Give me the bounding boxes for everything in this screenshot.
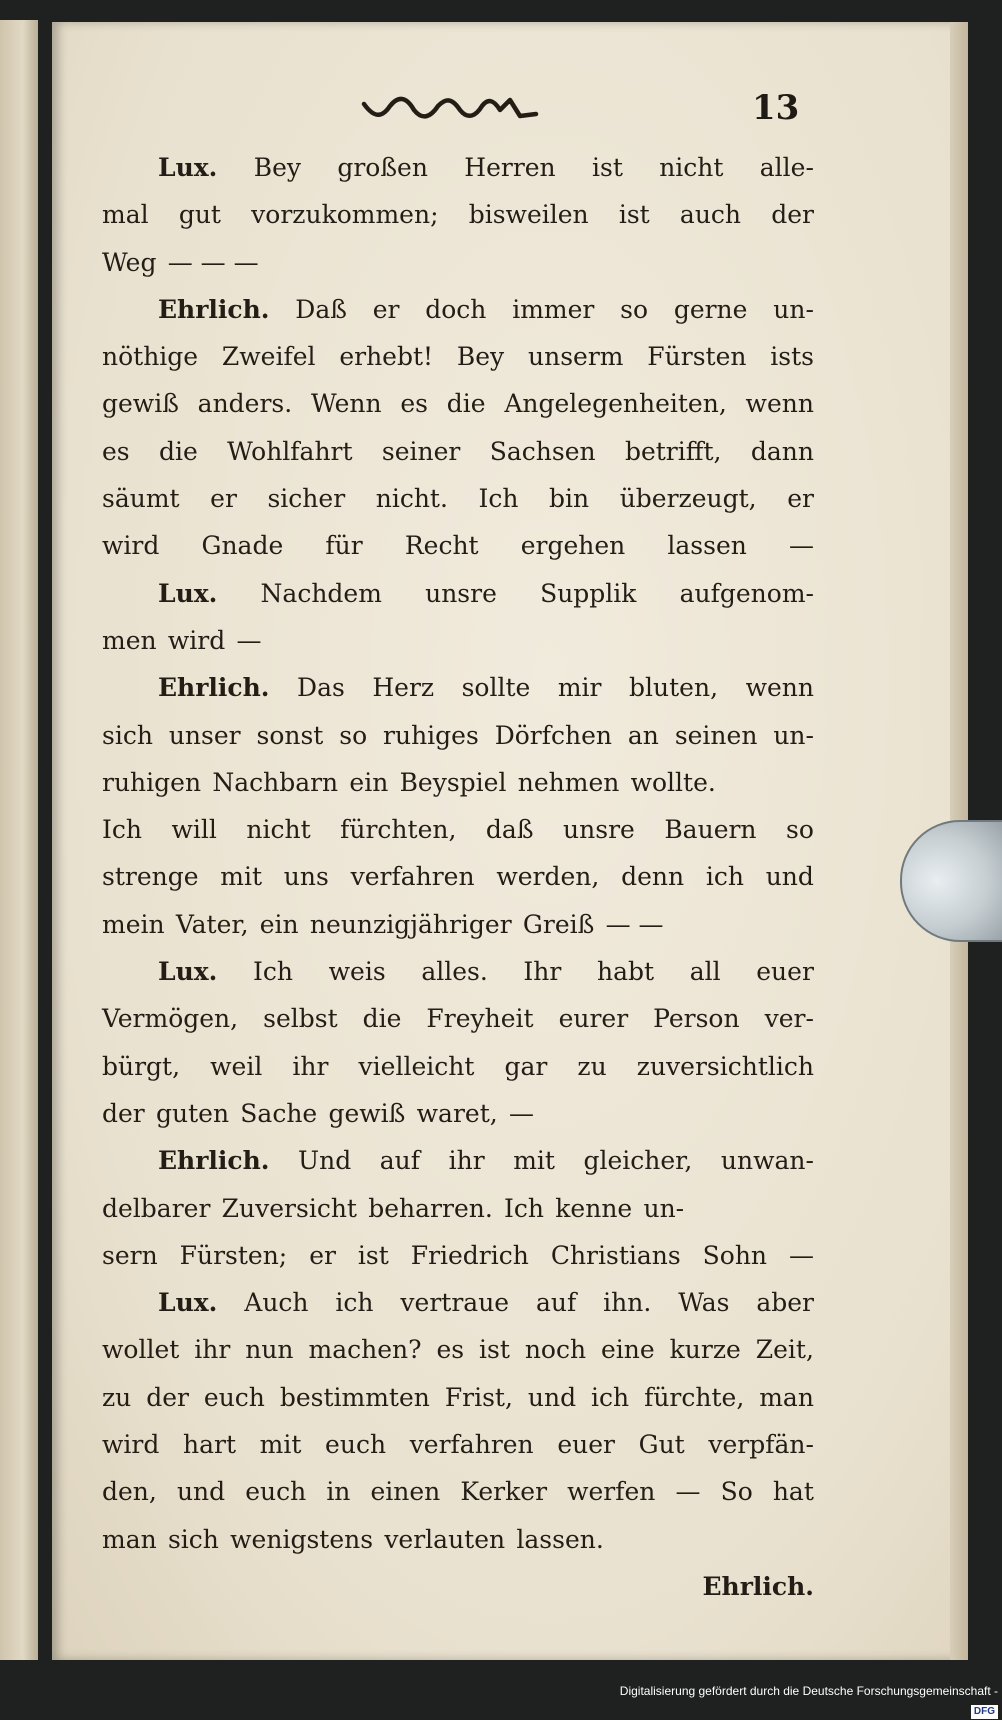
- word: Zeit,: [755, 1335, 814, 1365]
- word: ists: [770, 342, 814, 372]
- text-line: [102, 1421, 814, 1468]
- word: wird: [102, 1430, 160, 1460]
- word: Ich: [253, 957, 293, 987]
- word: man: [102, 1524, 157, 1554]
- word: lassen.: [516, 1524, 604, 1554]
- word: daß: [485, 815, 534, 845]
- word: nicht: [246, 815, 311, 845]
- word: großen: [337, 153, 428, 182]
- text-line: [102, 380, 814, 427]
- text-line: [102, 1563, 814, 1610]
- word: aufgenom-: [679, 578, 814, 608]
- word: Ich: [102, 815, 142, 845]
- word: gleicher,: [583, 1146, 693, 1176]
- text-line: [102, 191, 814, 238]
- word: euer: [756, 957, 814, 987]
- word: seinen: [674, 720, 758, 750]
- word: Sache: [240, 1098, 318, 1128]
- word: Zuversicht: [221, 1193, 357, 1223]
- word: säumt: [102, 484, 180, 514]
- word: Lux.: [158, 1288, 218, 1318]
- word: überzeugt,: [619, 484, 757, 514]
- text-line: [102, 712, 814, 759]
- word: sich: [167, 1524, 219, 1554]
- word: Supplik: [540, 578, 637, 608]
- text-line: [102, 1137, 814, 1184]
- word: habt: [597, 957, 655, 987]
- word: un-: [643, 1193, 685, 1223]
- word: delbarer: [102, 1193, 211, 1223]
- word: vertraue: [400, 1288, 510, 1318]
- word: kenne: [555, 1193, 633, 1223]
- word: sern: [102, 1240, 158, 1270]
- word: wird: [102, 531, 160, 561]
- word: der: [102, 1098, 145, 1128]
- word: Weg: [102, 247, 157, 277]
- word: Was: [678, 1288, 730, 1318]
- word: wenigstens: [230, 1524, 374, 1554]
- word: Ihr: [523, 957, 562, 987]
- word: Frist,: [444, 1382, 513, 1412]
- word: Dörfchen: [494, 720, 613, 750]
- word: seiner: [381, 436, 461, 466]
- word: anders.: [197, 389, 293, 419]
- word: weil: [210, 1051, 263, 1081]
- word: Auch: [244, 1288, 309, 1318]
- word: Nachdem: [260, 578, 382, 608]
- word: unserm: [528, 342, 624, 372]
- text-line: [102, 1043, 814, 1090]
- text-line: [102, 1279, 814, 1326]
- word: Das: [297, 673, 345, 703]
- text-line: [102, 286, 814, 333]
- word: die: [158, 436, 198, 466]
- word: dann: [750, 436, 814, 466]
- word: werfen: [567, 1477, 656, 1507]
- word: nicht: [659, 153, 724, 182]
- word: immer: [512, 294, 595, 324]
- word: an: [627, 720, 659, 750]
- word: für: [325, 531, 363, 561]
- word: wollte.: [630, 767, 716, 797]
- word: der: [146, 1382, 189, 1412]
- dfg-logo: DFG: [971, 1705, 998, 1719]
- word: lassen: [667, 531, 747, 561]
- word: er: [787, 484, 814, 514]
- word: bluten,: [629, 673, 719, 703]
- word: Wohlfahrt: [227, 436, 353, 466]
- text-line: [102, 1516, 814, 1563]
- text-line: [102, 901, 814, 948]
- footer-credit-text: Digitalisierung gefördert durch die Deutsche Forschungsgemeinschaft -: [619, 1684, 998, 1698]
- word: Sohn: [702, 1240, 768, 1270]
- word: es: [436, 1335, 465, 1365]
- word: aber: [756, 1288, 814, 1318]
- word: so: [339, 720, 368, 750]
- word: ihr: [448, 1146, 485, 1176]
- word: Herren: [464, 153, 556, 182]
- word: werden,: [496, 862, 600, 892]
- text-line: [102, 1326, 814, 1373]
- word: unsre: [563, 815, 635, 845]
- word: euch: [245, 1477, 307, 1507]
- word: einen: [370, 1477, 441, 1507]
- word: ein: [349, 767, 389, 797]
- word: auf: [379, 1146, 421, 1176]
- word: — —: [605, 909, 664, 939]
- word: die: [446, 389, 486, 419]
- word: Und: [298, 1146, 352, 1176]
- word: machen?: [308, 1335, 422, 1365]
- word: gewiß: [102, 389, 179, 419]
- word: ihr: [292, 1051, 329, 1081]
- word: euch: [203, 1382, 265, 1412]
- word: verfahren: [409, 1430, 534, 1460]
- word: gerne: [673, 294, 748, 324]
- word: all: [689, 957, 721, 987]
- word: eine: [601, 1335, 655, 1365]
- word: Ich: [478, 484, 519, 514]
- word: ver-: [764, 1004, 814, 1034]
- word: es: [400, 389, 429, 419]
- word: vielleicht: [358, 1051, 475, 1081]
- word: betrifft,: [624, 436, 722, 466]
- text-line: [102, 475, 814, 522]
- text-line: [102, 759, 814, 806]
- word: denn: [621, 862, 685, 892]
- word: ich: [335, 1288, 374, 1318]
- word: Daß: [295, 294, 347, 324]
- word: man: [759, 1382, 814, 1412]
- word: ein: [259, 909, 299, 939]
- text-line: [102, 806, 814, 853]
- text-line: [102, 333, 814, 380]
- word: und: [527, 1382, 577, 1412]
- word: gut: [178, 200, 221, 230]
- word: auf: [535, 1288, 577, 1318]
- word: un-: [773, 720, 814, 750]
- word: wenn: [745, 673, 814, 703]
- word: ruhiges: [383, 720, 479, 750]
- word: Kerker: [460, 1477, 548, 1507]
- text-line: [102, 948, 814, 995]
- word: Friedrich: [410, 1240, 529, 1270]
- word: doch: [425, 294, 487, 324]
- word: wird: [167, 625, 226, 655]
- word: ist: [479, 1335, 510, 1365]
- word: so: [786, 815, 814, 845]
- word: euch: [325, 1430, 387, 1460]
- word: verfahren: [350, 862, 475, 892]
- word: —: [236, 625, 262, 655]
- word: mit: [220, 862, 263, 892]
- word: nun: [245, 1335, 294, 1365]
- word: ihr: [194, 1335, 231, 1365]
- page-number: 13: [752, 88, 800, 128]
- word: Vermögen,: [102, 1004, 239, 1034]
- word: sicher: [267, 484, 346, 514]
- word: Bey: [253, 153, 301, 182]
- word: un-: [773, 294, 814, 324]
- word: alles.: [421, 957, 488, 987]
- word: ihn.: [603, 1288, 652, 1318]
- text-line: [102, 1185, 814, 1232]
- word: —: [508, 1098, 534, 1128]
- word: selbst: [263, 1004, 338, 1034]
- text-line: [102, 1374, 814, 1421]
- word: zu: [102, 1382, 132, 1412]
- word: weis: [328, 957, 386, 987]
- word: ich: [705, 862, 744, 892]
- word: nöthige: [102, 342, 199, 372]
- word: gar: [504, 1051, 548, 1081]
- word: in: [326, 1477, 351, 1507]
- footer-credit: [600, 1682, 998, 1717]
- word: — — —: [167, 247, 259, 277]
- word: gewiß: [328, 1098, 406, 1128]
- text-line: [102, 570, 814, 617]
- word: sollte: [461, 673, 531, 703]
- word: er: [372, 294, 400, 324]
- word: Christians: [550, 1240, 681, 1270]
- word: wollet: [102, 1335, 180, 1365]
- text-line: [102, 522, 814, 569]
- word: bürgt,: [102, 1051, 181, 1081]
- word: noch: [524, 1335, 587, 1365]
- word: Person: [653, 1004, 740, 1034]
- previous-page-edge: [0, 20, 38, 1660]
- word: Nachbarn: [212, 767, 339, 797]
- word: Lux.: [158, 578, 218, 608]
- word: Bauern: [664, 815, 757, 845]
- word: Ehrlich.: [158, 1146, 270, 1176]
- word: und: [765, 862, 814, 892]
- word: Bey: [456, 342, 505, 372]
- word: Vater,: [175, 909, 249, 939]
- word: fürchte,: [644, 1382, 745, 1412]
- word: eurer: [558, 1004, 629, 1034]
- word: verpfän-: [708, 1430, 814, 1460]
- word: sonst: [256, 720, 324, 750]
- word: mein: [102, 909, 165, 939]
- word: ist: [357, 1240, 389, 1270]
- word: ich: [591, 1382, 630, 1412]
- word: die: [362, 1004, 402, 1034]
- word: zuversichtlich: [636, 1051, 814, 1081]
- word: mal: [102, 200, 149, 230]
- word: Recht: [404, 531, 479, 561]
- text-line: [102, 995, 814, 1042]
- word: sich: [102, 720, 153, 750]
- word: er: [309, 1240, 336, 1270]
- word: bestimmten: [279, 1382, 430, 1412]
- word: Fürsten: [647, 342, 747, 372]
- word: mir: [557, 673, 602, 703]
- word: alle-: [759, 153, 814, 182]
- word: Gut: [638, 1430, 685, 1460]
- word: hat: [772, 1477, 814, 1507]
- text-line: [102, 144, 814, 191]
- word: verlauten: [384, 1524, 506, 1554]
- text-line: [102, 1468, 814, 1515]
- word: erhebt!: [339, 342, 434, 372]
- word: nehmen: [517, 767, 620, 797]
- word: fürchten,: [340, 815, 457, 845]
- word: so: [620, 294, 649, 324]
- word: kurze: [669, 1335, 741, 1365]
- word: bin: [549, 484, 590, 514]
- word: unser: [168, 720, 241, 750]
- word: guten: [156, 1098, 230, 1128]
- word: strenge: [102, 862, 199, 892]
- text-line: [102, 1090, 814, 1137]
- word: Sachsen: [489, 436, 596, 466]
- word: Beyspiel: [399, 767, 507, 797]
- word: Ehrlich.: [702, 1571, 814, 1601]
- text-line: [102, 428, 814, 475]
- word: Gnade: [201, 531, 284, 561]
- word: der: [771, 200, 814, 230]
- word: Zweifel: [221, 342, 316, 372]
- word: zu: [577, 1051, 607, 1081]
- word: Ehrlich.: [158, 294, 270, 324]
- word: euer: [557, 1430, 615, 1460]
- word: ruhigen: [102, 767, 202, 797]
- word: bisweilen: [468, 200, 589, 230]
- word: will: [171, 815, 217, 845]
- word: auch: [679, 200, 742, 230]
- word: vorzukommen;: [251, 200, 439, 230]
- word: neunzigjähriger: [309, 909, 512, 939]
- word: unsre: [425, 578, 497, 608]
- word: Wenn: [310, 389, 382, 419]
- word: unwan-: [720, 1146, 814, 1176]
- text-line: [102, 853, 814, 900]
- word: Angelegenheiten,: [504, 389, 727, 419]
- word: —: [675, 1477, 701, 1507]
- word: Ich: [504, 1193, 545, 1223]
- body-text: [102, 144, 814, 1610]
- word: wenn: [745, 389, 814, 419]
- word: den,: [102, 1477, 157, 1507]
- word: ist: [618, 200, 650, 230]
- word: waret,: [416, 1098, 498, 1128]
- word: Herz: [372, 673, 435, 703]
- text-line: [102, 617, 814, 664]
- word: beharren.: [368, 1193, 493, 1223]
- word: uns: [283, 862, 329, 892]
- word: und: [176, 1477, 226, 1507]
- word: Greiß: [522, 909, 595, 939]
- word: ergehen: [520, 531, 626, 561]
- word: ist: [592, 153, 623, 182]
- word: So: [720, 1477, 753, 1507]
- word: Fürsten;: [179, 1240, 288, 1270]
- word: mit: [513, 1146, 555, 1176]
- word: er: [210, 484, 237, 514]
- text-line: [102, 664, 814, 711]
- word: Ehrlich.: [158, 673, 270, 703]
- text-line: [102, 239, 814, 286]
- word: —: [789, 1240, 814, 1270]
- word: Lux.: [158, 153, 218, 182]
- word: —: [789, 531, 814, 561]
- word: es: [102, 436, 130, 466]
- word: men: [102, 625, 157, 655]
- word: nicht.: [375, 484, 448, 514]
- word: hart: [183, 1430, 237, 1460]
- text-line: [102, 1232, 814, 1279]
- word: Lux.: [158, 957, 218, 987]
- word: mit: [259, 1430, 302, 1460]
- word: Freyheit: [426, 1004, 534, 1034]
- header-ornament-icon: [360, 96, 540, 122]
